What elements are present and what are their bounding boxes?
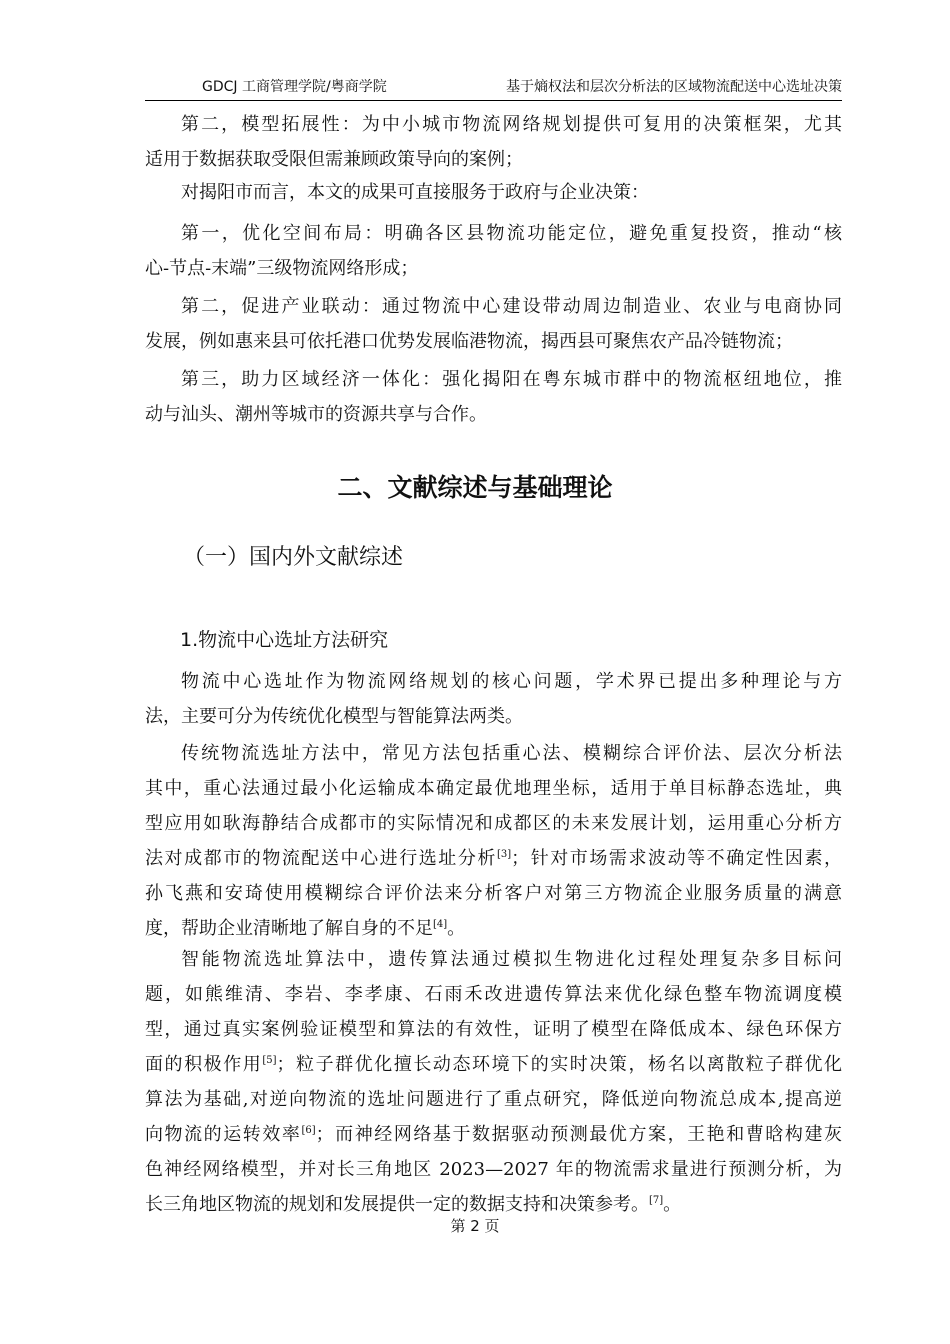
subsubsection-heading: 1.物流中心选址方法研究 (180, 629, 389, 651)
text-line: 法，主要可分为传统优化模型与智能算法两类。 (145, 706, 523, 727)
paragraph-spatial-layout (145, 216, 842, 286)
section-heading: 二、文献综述与基础理论 (337, 473, 613, 502)
page-header (145, 76, 842, 101)
paragraph-traditional-methods (145, 736, 842, 946)
text-line: 适用于数据获取受限但需兼顾政策导向的案例； (145, 149, 523, 170)
text-segment: ；粒子群优化擅长动态环境下的实时决策，杨名以离散粒子群优化 (276, 1054, 843, 1075)
text-line: 题，如熊维清、李岩、李孝康、石雨禾改进遗传算法来优化绿色整车物流调度模 (145, 984, 842, 1005)
paragraph-intelligent-algorithms (145, 942, 842, 1222)
text-line: 型，通过真实案例验证模型和算法的有效性，证明了模型在降低成本、绿色环保方 (145, 1019, 842, 1040)
text-line: 物流中心选址作为物流网络规划的核心问题，学术界已提出多种理论与方 (181, 671, 842, 692)
text-line: 第一，优化空间布局：明确各区县物流功能定位，避免重复投资，推动“核 (181, 223, 842, 244)
text-line (145, 1047, 842, 1082)
text-segment: 度，帮助企业清晰地了解自身的不足 (145, 918, 433, 939)
text-line (145, 841, 842, 876)
text-line (145, 911, 842, 946)
text-segment: 面的积极作用 (145, 1054, 263, 1075)
citation-ref: [3] (496, 849, 512, 860)
text-line: 第二，促进产业联动：通过物流中心建设带动周边制造业、农业与电商协同 (181, 296, 842, 317)
text-line: 其中，重心法通过最小化运输成本确定最优地理坐标，适用于单目标静态选址，典 (145, 778, 842, 799)
text-line: 算法为基础,对逆向物流的选址问题进行了重点研究，降低逆向物流总成本,提高逆 (145, 1089, 842, 1110)
text-line (145, 1117, 842, 1152)
text-line: 第三，助力区域经济一体化：强化揭阳在粤东城市群中的物流枢纽地位，推 (181, 369, 842, 390)
paragraph-industry-linkage (145, 289, 842, 359)
paragraph-regional-integration (145, 362, 842, 432)
text-segment: 长三角地区物流的规划和发展提供一定的数据支持和决策参考。 (145, 1194, 649, 1215)
paragraph-model-extensibility (145, 107, 842, 177)
subsection-heading: （一）国内外文献综述 (183, 545, 404, 570)
text-segment: ；针对市场需求波动等不确定性因素， (511, 848, 842, 869)
paragraph-location-methods (145, 664, 842, 734)
text-segment: 。 (663, 1194, 682, 1215)
citation-ref: [5] (262, 1055, 277, 1066)
text-line: 智能物流选址算法中，遗传算法通过模拟生物进化过程处理复杂多目标问 (181, 949, 842, 970)
text-line: 传统物流选址方法中，常见方法包括重心法、模糊综合评价法、层次分析法 (181, 743, 842, 764)
header-title: 基于熵权法和层次分析法的区域物流配送中心选址决策 (506, 79, 842, 95)
citation-ref: [7] (649, 1195, 664, 1206)
text-line: 对揭阳市而言，本文的成果可直接服务于政府与企业决策： (181, 182, 649, 203)
citation-ref: [4] (433, 919, 448, 930)
text-segment: ；而神经网络基于数据驱动预测最优方案，王艳和曹晗构建灰 (315, 1124, 843, 1145)
paragraph-jieyang-intro (145, 175, 842, 210)
header-institution: GDCJ 工商管理学院/粤商学院 (202, 79, 387, 95)
text-line: 心-节点-末端”三级物流网络形成； (145, 258, 419, 279)
text-line: 动与汕头、潮州等城市的资源共享与合作。 (145, 404, 487, 425)
text-line: 色神经网络模型，并对长三角地区 2023—2027 年的物流需求量进行预测分析，为 (145, 1159, 842, 1180)
text-segment: 法对成都市的物流配送中心进行选址分析 (145, 848, 497, 869)
text-line: 第二，模型拓展性：为中小城市物流网络规划提供可复用的决策框架，尤其 (181, 114, 842, 135)
text-line: 发展，例如惠来县可依托港口优势发展临港物流，揭西县可聚焦农产品冷链物流； (145, 331, 793, 352)
text-line: 孙飞燕和安琦使用模糊综合评价法来分析客户对第三方物流企业服务质量的满意 (145, 883, 842, 904)
citation-ref: [6] (301, 1125, 316, 1136)
page-number: 第 2 页 (450, 1217, 500, 1235)
text-line: 型应用如耿海静结合成都市的实际情况和成都区的未来发展计划，运用重心分析方 (145, 813, 842, 834)
text-segment: 。 (447, 918, 466, 939)
text-segment: 向物流的运转效率 (145, 1124, 302, 1145)
